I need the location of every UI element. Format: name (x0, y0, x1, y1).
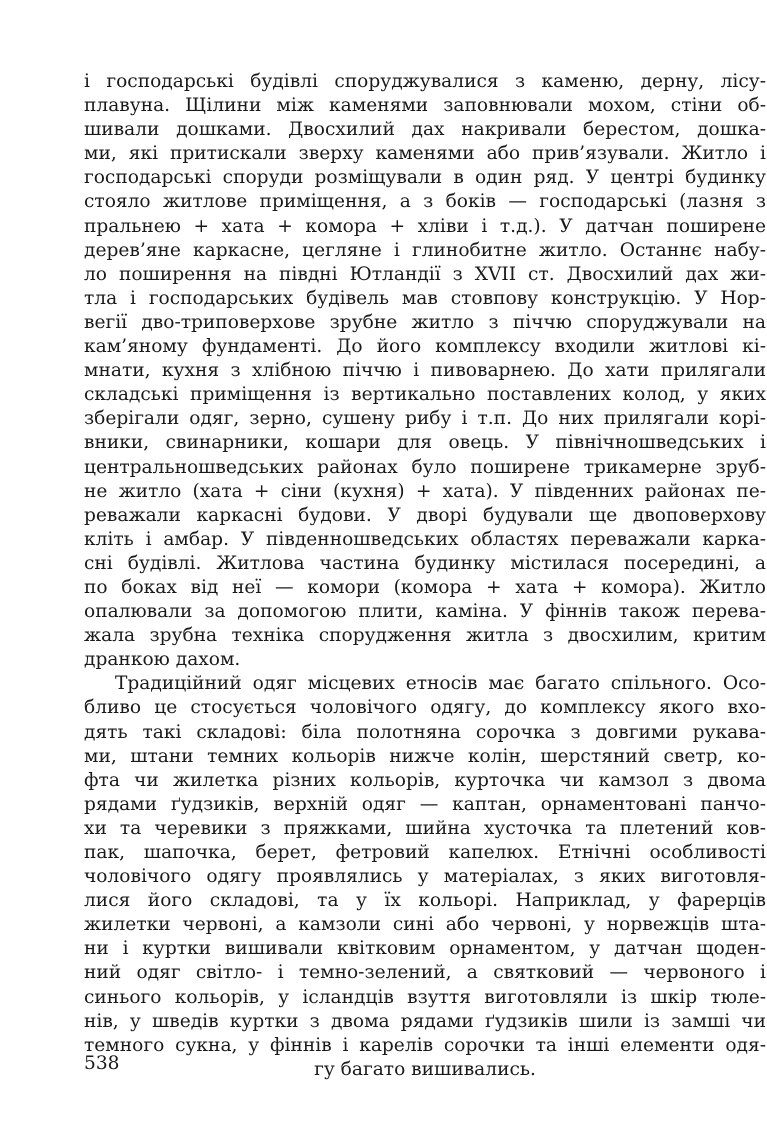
text-line: рядами ґудзиків, верхній одяг — каптан, орнаментовані панчо- (84, 793, 766, 815)
text-line: зберігали одяг, зерно, сушену рибу і т.п. До них прилягали корі- (84, 408, 766, 430)
text-line: дять такі складові: біла полотняна сорочка з довгими рукава- (84, 721, 766, 743)
paragraph (84, 672, 766, 1082)
text-line: мнати, кухня з хлібною піччю і пивоварнею. До хати прилягали (84, 360, 766, 382)
text-line: лися його складові, та у їх кольорі. Наприклад, у фарерців (84, 890, 766, 912)
text-line: ний одяг світло- і темно-зелений, а святковий — червоного і (84, 962, 766, 984)
text-line: Традиційний одяг місцевих етносів має багато спільного. Осо- (115, 673, 766, 695)
text-line: складські приміщення із вертикально поставлених колод, у яких (84, 384, 766, 406)
text-line: дранкою дахом. (84, 649, 241, 671)
text-line: ло поширення на півдні Ютландії з XVII ст. Двосхилий дах жи- (84, 263, 766, 285)
text-line: сні будівлі. Житлова частина будинку містилася посередині, а (84, 552, 766, 574)
text-line: нів, у шведів куртки з двома рядами ґудзиків шили із замші чи (84, 1010, 766, 1032)
text-line: плавуна. Щілини між каменями заповнювали мохом, стіни об- (84, 95, 766, 117)
body-text (84, 70, 766, 1082)
text-line: темного сукна, у фіннів і карелів сорочки та інші елементи одя- (84, 1034, 766, 1056)
text-line: пральнею + хата + комора + хліви і т.д.). У датчан поширене (84, 215, 766, 237)
text-line: не житло (хата + сіни (кухня) + хата). У південних районах пе- (84, 480, 766, 502)
text-line: шивали дошками. Двосхилий дах накривали берестом, дошка- (84, 119, 766, 141)
text-line: опалювали за допомогою плити, каміна. У фіннів також перева- (84, 601, 766, 623)
text-line: по боках від неї — комори (комора + хата + комора). Житло (84, 576, 766, 598)
text-line: ми, штани темних кольорів нижче колін, шерстяний светр, ко- (84, 745, 766, 767)
text-line: вегії дво-триповерхове зрубне житло з піччю споруджували на (84, 311, 766, 333)
text-line: вники, свинарники, кошари для овець. У північношведських і (84, 432, 766, 454)
text-line: дерев’яне каркасне, цегляне і глинобитне житло. Останнє набу- (84, 239, 766, 261)
text-line: чоловічого одягу проявлялись у матеріалах, з яких виготовля- (84, 866, 766, 888)
text-line: і господарські будівлі споруджувалися з каменю, дерну, лісу- (84, 71, 766, 92)
text-line: бливо це стосується чоловічого одягу, до комплексу якого вхо- (84, 697, 766, 719)
text-line: реважали каркасні будови. У дворі будували ще двоповерхову (84, 504, 766, 526)
text-line: синього кольорів, у ісландців взуття виготовляли із шкір тюле- (84, 986, 766, 1008)
text-line: кліть і амбар. У південношведських областях переважали карка- (84, 528, 766, 550)
text-line: тла і господарських будівель мав стовпову конструкцію. У Нор- (84, 287, 766, 309)
text-line: жала зрубна техніка спорудження житла з двосхилим, критим (84, 625, 766, 647)
text-line: гу багато вишивались. (314, 1058, 536, 1080)
text-line: стояло житлове приміщення, а з боків — господарські (лазня з (84, 191, 766, 213)
text-line: фта чи жилетка різних кольорів, курточка чи камзол з двома (84, 769, 766, 791)
text-line: центральношведських районах було поширене трикамерне зруб- (84, 456, 766, 478)
text-line: ми, які притискали зверху каменями або прив’язували. Житло і (84, 143, 766, 165)
text-line: пак, шапочка, берет, фетровий капелюх. Етнічні особливості (84, 842, 766, 863)
text-line: господарські споруди розміщували в один ряд. У центрі будинку (84, 167, 766, 189)
text-line: жилетки червоні, а камзоли сині або червоні, у норвежців шта- (84, 914, 766, 936)
text-line: ни і куртки вишивали квітковим орнаментом, у датчан щоден- (84, 938, 766, 960)
page-number: 538 (84, 1053, 120, 1074)
text-line: хи та черевики з пряжками, шийна хусточка та плетений ков- (84, 817, 766, 839)
paragraph (84, 70, 766, 672)
text-line: кам’яному фундаменті. До його комплексу входили житлові кі- (84, 336, 766, 358)
